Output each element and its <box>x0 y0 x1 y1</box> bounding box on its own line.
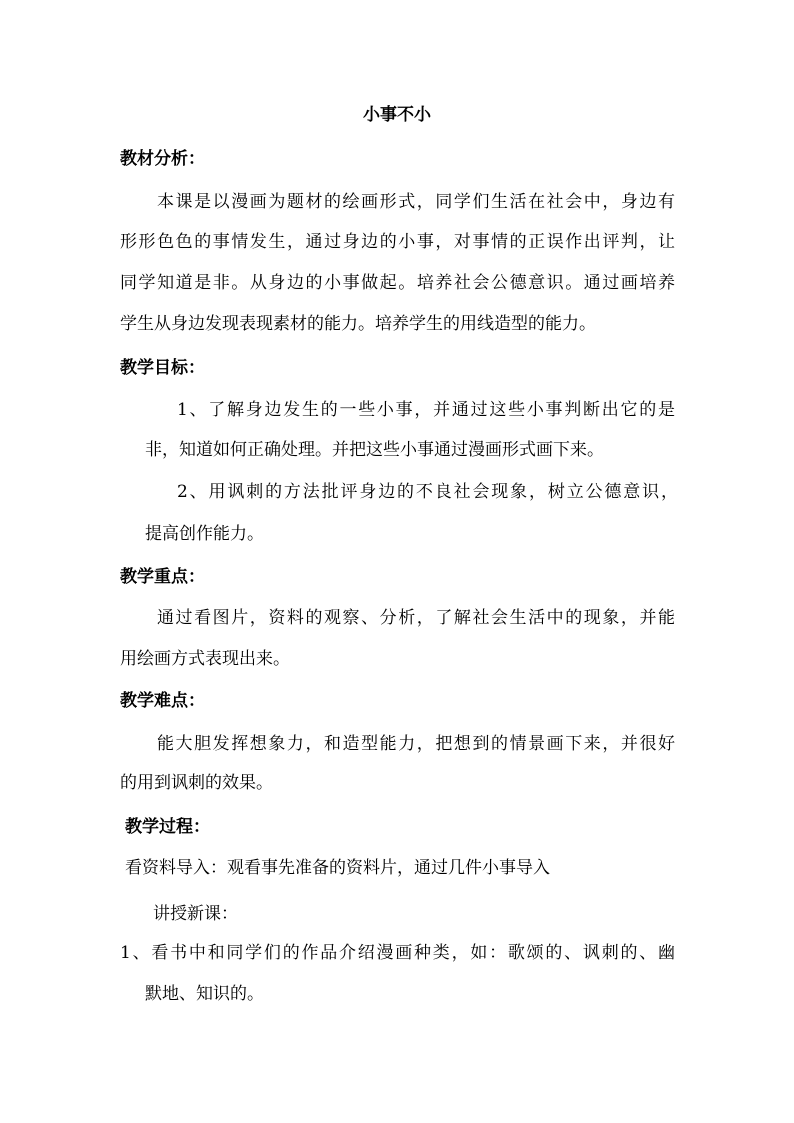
paragraph-line: 看资料导入：观看事先准备的资料片，通过几件小事导入 <box>125 858 550 878</box>
paragraph-line: 同学知道是非。从身边的小事做起。培养社会公德意识。通过画培养 <box>120 273 675 293</box>
paragraph-line: 本课是以漫画为题材的绘画形式，同学们生活在社会中，身边有 <box>157 192 675 212</box>
paragraph-line: 形形色色的事情发生，通过身边的小事，对事情的正误作出评判，让 <box>120 232 675 252</box>
paragraph-line: 1、了解身边发生的一些小事，并通过这些小事判断出它的是 <box>177 400 675 420</box>
section-heading-key-points: 教学重点： <box>120 567 205 587</box>
paragraph-line: 通过看图片，资料的观察、分析，了解社会生活中的现象，并能 <box>157 608 675 628</box>
paragraph-line: 2、用讽刺的方法批评身边的不良社会现象，树立公德意识， <box>177 482 678 502</box>
paragraph-line: 的用到讽刺的效果。 <box>120 773 273 793</box>
paragraph-line: 用绘画方式表现出来。 <box>120 649 290 669</box>
section-heading-analysis: 教材分析： <box>120 149 205 169</box>
paragraph-line: 1、看书中和同学们的作品介绍漫画种类，如：歌颂的、讽刺的、幽 <box>120 943 675 963</box>
section-heading-process: 教学过程： <box>125 817 210 837</box>
paragraph-line: 能大胆发挥想象力，和造型能力，把想到的情景画下来，并很好 <box>157 734 675 754</box>
paragraph-line: 非，知道如何正确处理。并把这些小事通过漫画形式画下来。 <box>145 440 604 460</box>
section-heading-goals: 教学目标： <box>120 358 205 378</box>
paragraph-line: 提高创作能力。 <box>145 524 264 544</box>
paragraph-line: 讲授新课： <box>153 904 238 924</box>
section-heading-difficulties: 教学难点： <box>120 691 205 711</box>
document-title: 小事不小 <box>363 105 431 125</box>
paragraph-line: 学生从身边发现表现素材的能力。培养学生的用线造型的能力。 <box>120 314 596 334</box>
paragraph-line: 默地、知识的。 <box>145 984 264 1004</box>
